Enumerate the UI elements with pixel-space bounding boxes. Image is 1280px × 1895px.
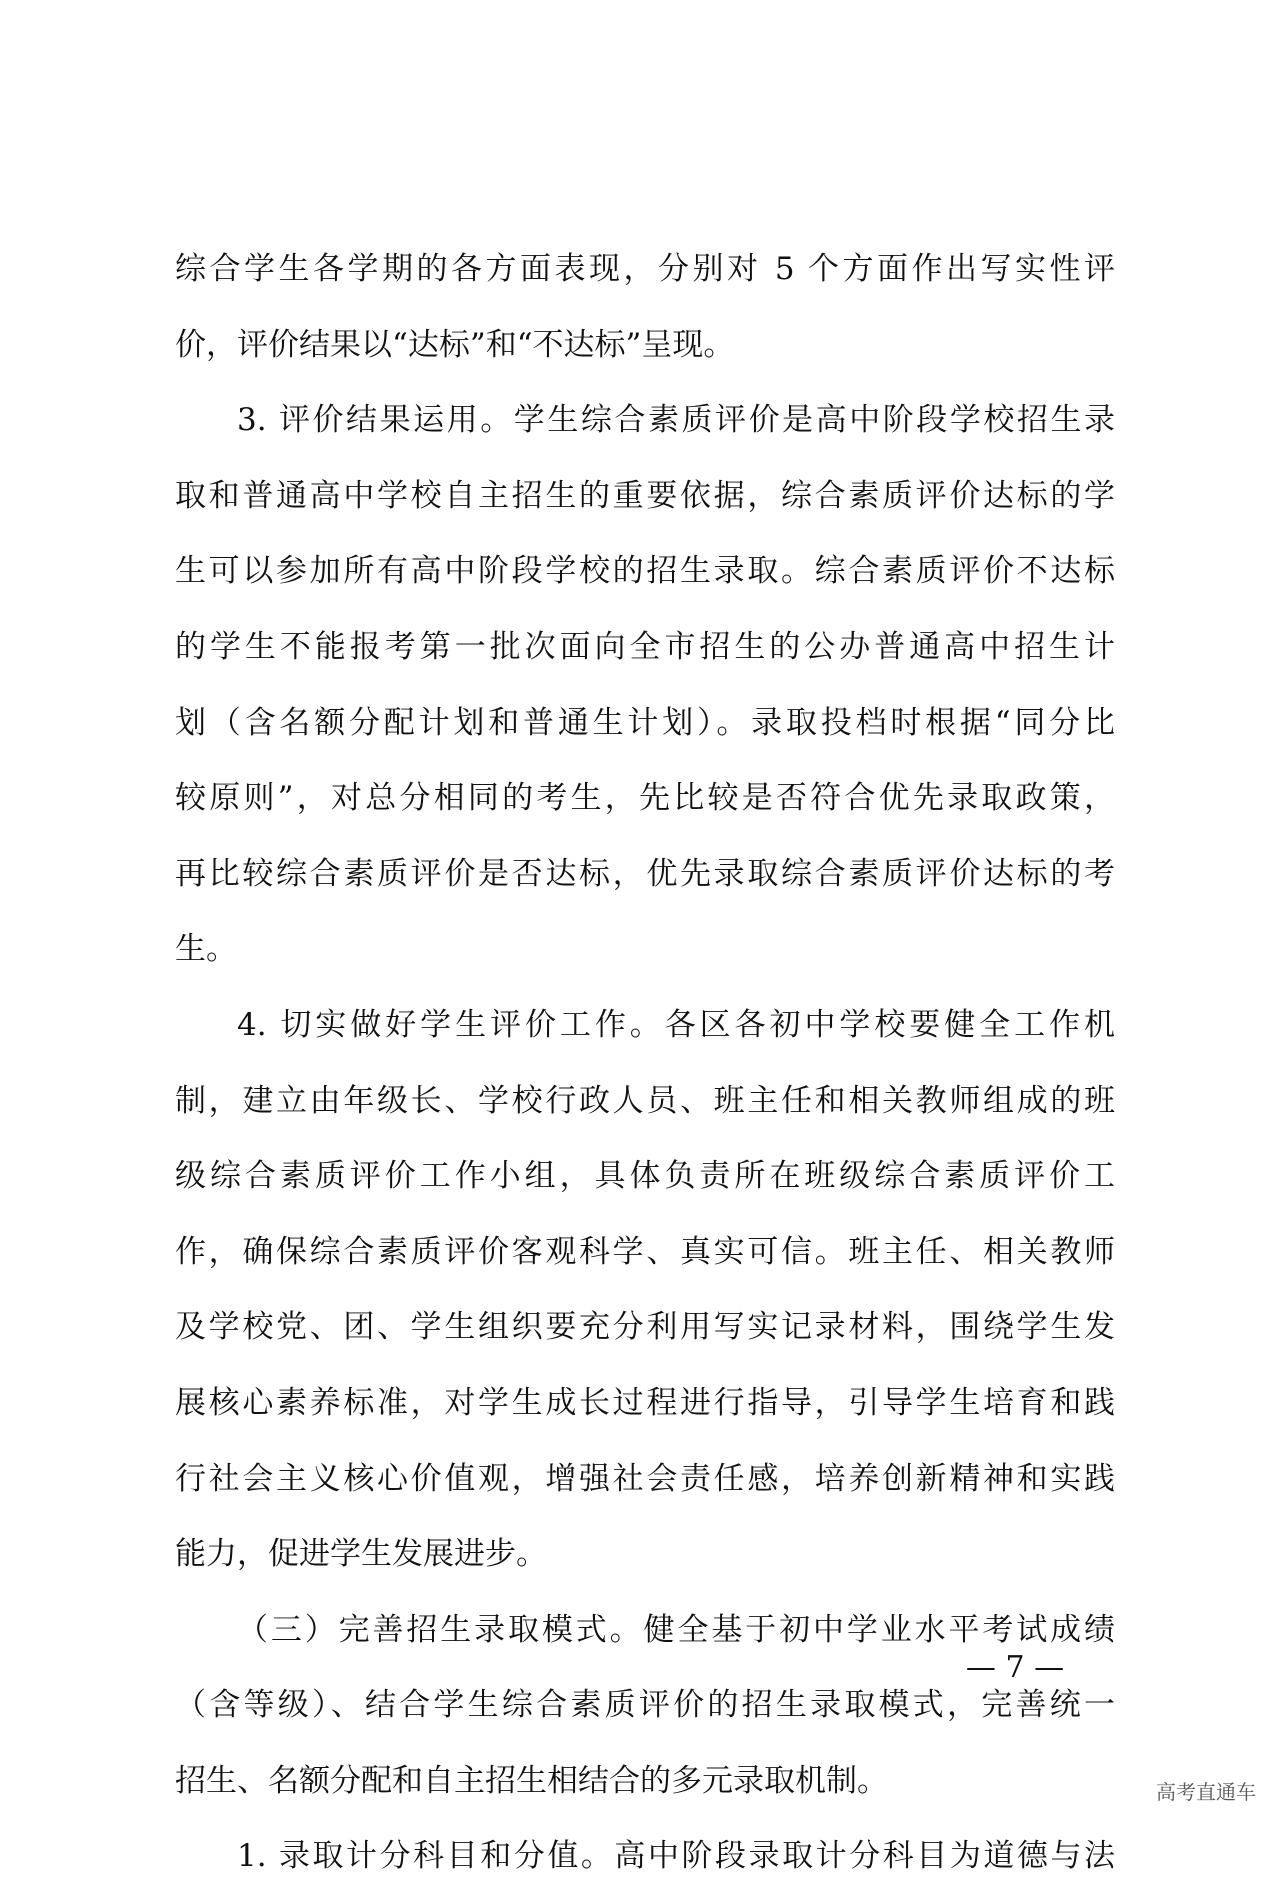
body-text xyxy=(175,232,1115,1895)
text-line: （含等级）、结合学生综合素质评价的招生录取模式，完善统一 xyxy=(175,1687,1115,1724)
text-line: 较原则”，对总分相同的考生，先比较是否符合优先录取政策， xyxy=(175,780,1115,817)
text-line: 再比较综合素质评价是否达标，优先录取综合素质评价达标的考 xyxy=(175,855,1115,892)
text-line: 招生、名额分配和自主招生相结合的多元录取机制。 xyxy=(175,1762,888,1799)
text-line: 行社会主义核心价值观，增强社会责任感，培养创新精神和实践 xyxy=(175,1460,1115,1497)
text-line: 制，建立由年级长、学校行政人员、班主任和相关教师组成的班 xyxy=(175,1082,1115,1119)
text-line: 划（含名额分配计划和普通生计划）。录取投档时根据“同分比 xyxy=(175,704,1115,741)
page-number: — 7 — xyxy=(965,1650,1065,1685)
text-line: 价，评价结果以“达标”和“不达标”呈现。 xyxy=(175,326,735,363)
text-line: 级综合素质评价工作小组，具体负责所在班级综合素质评价工 xyxy=(175,1158,1115,1195)
text-line: 展核心素养标准，对学生成长过程进行指导，引导学生培育和践 xyxy=(175,1384,1115,1421)
text-line: 能力，促进学生发展进步。 xyxy=(175,1536,547,1573)
watermark: 高考直通车 xyxy=(1156,1780,1256,1804)
text-line: 生可以参加所有高中阶段学校的招生录取。综合素质评价不达标 xyxy=(175,553,1115,590)
text-line: （三）完善招生录取模式。健全基于初中学业水平考试成绩 xyxy=(237,1611,1115,1648)
text-line: 取和普通高中学校自主招生的重要依据，综合素质评价达标的学 xyxy=(175,477,1115,514)
text-line: 综合学生各学期的各方面表现，分别对 5 个方面作出写实性评 xyxy=(175,251,1115,287)
text-line: 4. 切实做好学生评价工作。各区各初中学校要健全工作机 xyxy=(237,1006,1115,1043)
text-line: 作，确保综合素质评价客观科学、真实可信。班主任、相关教师 xyxy=(175,1233,1115,1270)
text-line: 及学校党、团、学生组织要充分利用写实记录材料，围绕学生发 xyxy=(175,1309,1115,1346)
text-line: 生。 xyxy=(175,931,237,968)
text-line: 1. 录取计分科目和分值。高中阶段录取计分科目为道德与法 xyxy=(237,1838,1115,1875)
text-line: 的学生不能报考第一批次面向全市招生的公办普通高中招生计 xyxy=(175,628,1115,665)
text-line: 3. 评价结果运用。学生综合素质评价是高中阶段学校招生录 xyxy=(237,402,1115,439)
